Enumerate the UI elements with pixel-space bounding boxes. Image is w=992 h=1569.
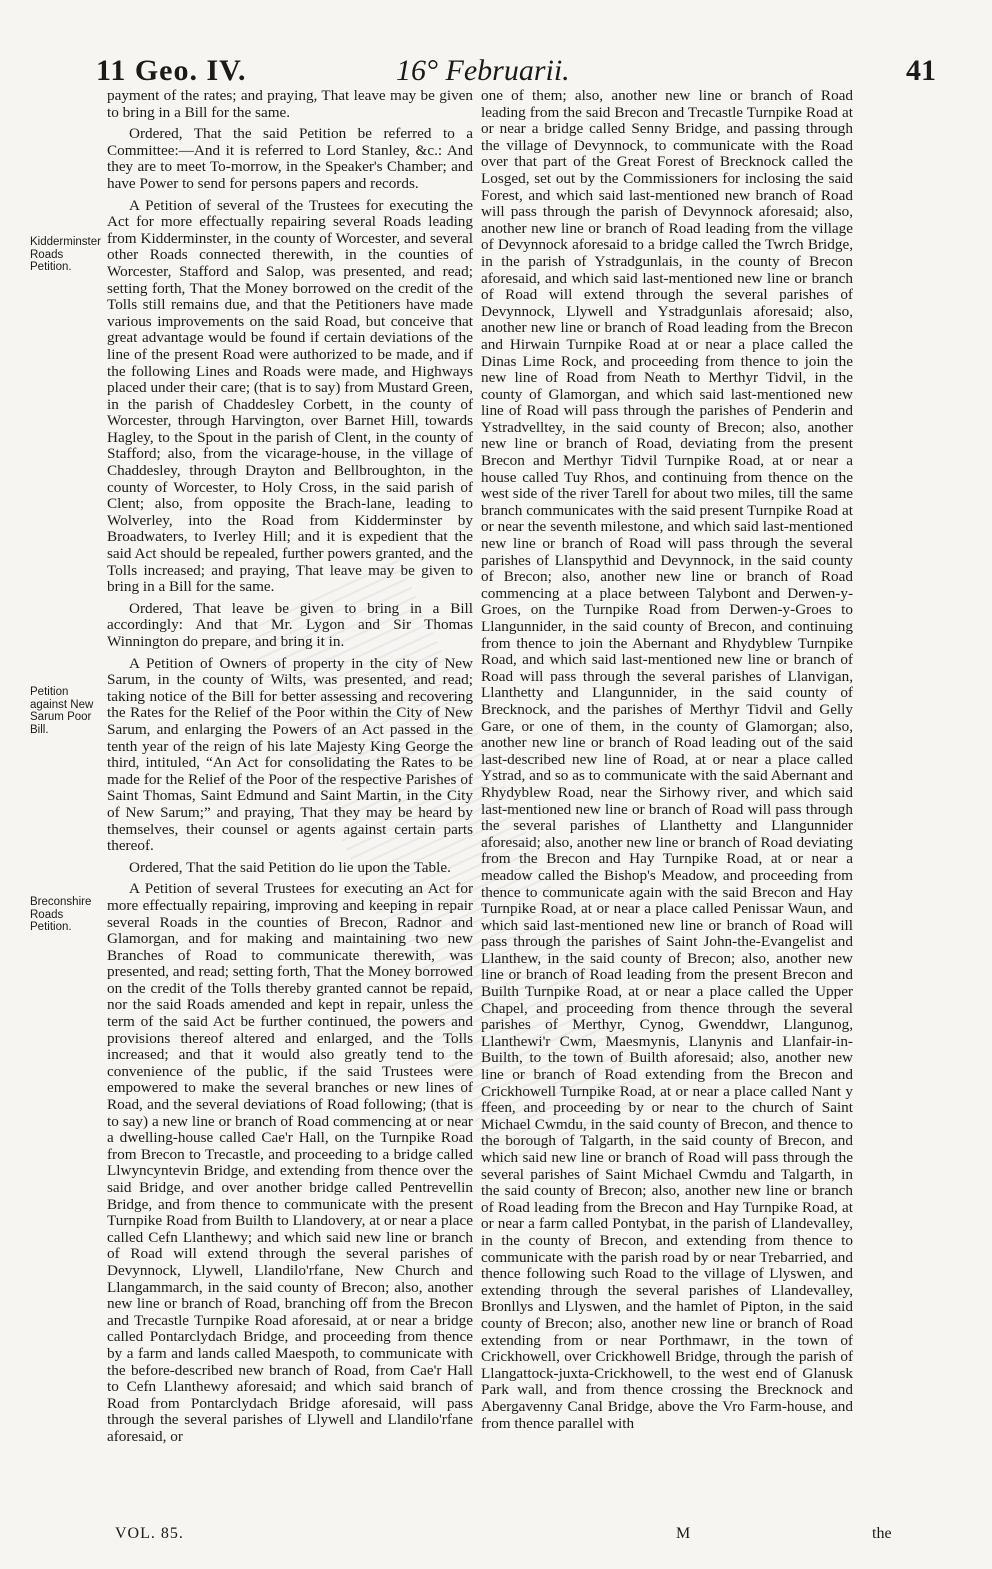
right-column <box>481 88 853 1437</box>
paragraph: one of them; also, another new line or branch of Road leading from the said Brecon and Trecastle Turnpike Road at or near a bridge called Senny Bridge, and passing through the village of Devynnock, to communicate with the Road over that part of the Great Forest of Brecknock called the Losged, set out by the Commissioners for inclosing the said Forest, and which said last-mentioned new branch of Road will pass through the parish of Devynnock aforesaid; also, another new line or branch of Road leading from the village of Devynnock aforesaid to a bridge called the Twrch Bridge, in the parish of Ystradgunlais, in the county of Brecon aforesaid, and which said last-mentioned new line or branch of Road will extend through the several parishes of Devynnock, Llywell and Ystradgunlais aforesaid; also, another new line or branch of Road leading from the Brecon and Hirwain Turnpike Road at or near a place called the Dinas Lime Rock, and proceeding from thence to join the new line of Road from Neath to Merthyr Tidvil, in the county of Glamorgan, and which said last-mentioned new line of Road will pass through the parishes of Penderin and Ystradvelltey, in the said county of Brecon; also, another new line or branch of Road, deviating from the present Brecon and Merthyr Tidvil Turnpike Road, at or near a house called Tuy Rhos, and continuing from thence on the west side of the river Tarell for about two miles, till the same branch communicates with the said present Turnpike Road at or near the seventh milestone, and which said last-mentioned new line or branch of Road will pass through the several parishes of Llanspythid and Devynnock, in the said county of Brecon; also, another new line or branch of Road commencing at a place between Talybont and Derwen-y-Groes, on the Turnpike Road from Derwen-y-Groes to Llangunnider, in the said county of Brecon, and continuing from thence to join the Abernant and Rhydyblew Turnpike Road, and which said last-mentioned new line or branch of Road will pass through the several parishes of Llanvigan, Llanthetty and Llangunnider, in the said county of Brecknock, and the parishes of Merthyr Tidvil and Gelly Gare, or one of them, in the county of Glamorgan; also, another new line or branch of Road leading out of the said last-described new line of Road, at or near a place called Ystrad, and so as to communicate with the said Abernant and Rhydyblew Road, near the Sirhowy river, and which said last-mentioned new line or branch of Road will pass through the several parishes of Llanthetty and Llangunnider aforesaid; also, another new line or branch of Road deviating from the Brecon and Hay Turnpike Road, at or near a meadow called the Bishop's Meadow, and proceeding from thence to communicate again with the said Brecon and Hay Turnpike Road, at or near a place called Penissar Waun, and which said last-mentioned new line or branch of Road will pass through the parishes of Saint John-the-Evangelist and Llanthew, in the said county of Brecon; also, another new line or branch of Road leading from the present Brecon and Builth Turnpike Road, at or near a place called the Upper Chapel, and proceeding from thence through the several parishes of Merthyr, Cynog, Gwenddwr, Llangunog, Llanthewi'r Cwm, Maesmynis, Llanynis and Llanfair-in-Builth, to the town of Builth aforesaid; also, another new line or branch of Road extending from the Brecon and Crickhowell Turnpike Road, at or near a place called Nant y ffeen, and proceeding by or near to the church of Saint Michael Cwmdu, in the said county of Brecon, and thence to the borough of Talgarth, in the said county of Brecon, and which said new line or branch of Road will pass through the several parishes of Saint Michael Cwmdu and Talgarth, in the said county of Brecon; also, another new line or branch of Road leading from the Brecon and Hay Turnpike Road, at or near a farm called Pontybat, in the parish of Llandevalley, in the county of Brecon, and extending from thence to communicate with the parish road by or near Trebarried, and thence following such Road to the village of Llyswen, and extending through the several parishes of Llandevalley, Bronllys and Llyswen, and the hamlet of Pipton, in the said county of Brecon; also, another new line or branch of Road extending from or near Porthmawr, in the town of Crickhowell, over Crickhowell Bridge, through the parish of Llangattock-juxta-Crickhowell, to the west end of Glanusk Park wall, and from thence crossing the Brecknock and Abergavenny Canal Bridge, above the Vro Farm-house, and from thence parallel with <box>481 87 853 1432</box>
volume-number: VOL. 85. <box>115 1525 184 1542</box>
signature-mark: M <box>676 1525 691 1542</box>
paragraph: Ordered, That leave be given to bring in a Bill accordingly: And that Mr. Lygon and Sir Thomas Winnington do prepare, and bring it in. <box>107 599 473 650</box>
catchword: the <box>872 1525 892 1542</box>
margin-note-breconshire: Breconshire Roads Petition. <box>30 896 92 933</box>
margin-note-new-sarum: Petition against New Sarum Poor Bill. <box>30 686 94 736</box>
paragraph: Ordered, That the said Petition do lie upon the Table. <box>129 858 451 876</box>
paragraph: A Petition of Owners of property in the city of New Sarum, in the county of Wilts, was presented, and read; taking notice of the Bill for better assessing and recovering the Rates for the Relief of the Poor within the City of New Sarum, and enlarging the Powers of an Act passed in the tenth year of the reign of his late Majesty King George the third, intituled, “An Act for consolidating the Rates to be made for the Relief of the Poor of the respective Parishes of Saint Thomas, Saint Edmund and Saint Martin, in the City of New Sarum;” and praying, That they may be heard by themselves, their counsel or agents against certain parts thereof. <box>107 654 473 855</box>
left-column <box>107 88 473 1451</box>
paragraph: A Petition of several of the Trustees for executing the Act for more effectually repairing several Roads leading from Kidderminster, in the county of Worcester, and several other Roads connected therewith, in the counties of Worcester, Stafford and Salop, was presented, and read; setting forth, That the Money borrowed on the credit of the Tolls still remains due, and that the Petitioners have made various improvements on the said Road, but conceive that great advantage would be found if certain deviations of the line of the present Road were authorized to be made, and if the following Lines and Roads were made, and Highways placed under their care; (that is to say) from Mustard Green, in the parish of Chaddesley Corbett, in the county of Worcester, through Harvington, over Barnet Hill, towards Hagley, to the Spout in the parish of Clent, in the county of Stafford; also, from the vicarage-house, in the village of Chaddesley, through Drayton and Bellbroughton, in the county of Worcester, to Holy Cross, in the said parish of Clent; also, from opposite the Brach-lane, leading to Wolverley, into the Road from Kidderminster by Broadwaters, to Iverley Hill; and it is expedient that the said Act should be repealed, further powers granted, and the Tolls increased; and praying, That leave may be given to bring in a Bill for the same. <box>107 196 473 596</box>
paragraph: Ordered, That the said Petition be referred to a Committee:—And it is referred to Lord Stanley, &c.: And they are to meet To-morrow, in the Speaker's Chamber; and have Power to send for persons papers and records. <box>107 125 473 192</box>
page-number: 41 <box>906 54 936 87</box>
paragraph: payment of the rates; and praying, That leave may be given to bring in a Bill for the same. <box>107 87 473 121</box>
regnal-year: 11 Geo. IV. <box>96 54 247 87</box>
page-date: 16° Februarii. <box>396 54 570 87</box>
margin-note-kidderminster: Kidderminster Roads Petition. <box>30 236 101 273</box>
paragraph: A Petition of several Trustees for executing an Act for more effectually repairing, improving and keeping in repair several Roads in the counties of Brecon, Radnor and Glamorgan, and for making and maintaining two new Branches of Road to communicate therewith, was presented, and read; setting forth, That the Money borrowed on the credit of the Tolls thereby granted cannot be repaid, nor the said Roads amended and kept in repair, unless the term of the said Act be further continued, the powers and provisions thereof altered and enlarged, and the Tolls increased; and that it would also greatly tend to the convenience of the public, if the said Trustees were empowered to make the several branches or new lines of Road, and the several deviations of Road following; (that is to say) a new line or branch of Road commencing at or near a dwelling-house called Cae'r Hall, on the Turnpike Road from Brecon to Trecastle, and proceeding to a bridge called Llwyncyntevin Bridge, and extending from thence over the said Bridge, and over another bridge called Pentrevellin Bridge, and from thence to communicate with the present Turnpike Road from Builth to Llandovery, at or near a place called Cefn Llanthewy; and which said new line or branch of Road will extend through the several parishes of Devynnock, Llywell, Llandilo'rfane, New Church and Llangammarch, in the said county of Brecon; also, another new line or branch of Road, branching off from the Brecon and Trecastle Turnpike Road aforesaid, at or near a bridge called Pontarclydach Bridge, and proceeding from thence by a farm and lands called Maespoth, to communicate with the before-described new branch of Road, from Cae'r Hall to Cefn Llanthewy aforesaid; and which said branch of Road from Pontarclydach Bridge aforesaid, will pass through the several parishes of Llywell and Llandilo'rfane aforesaid, or <box>107 880 473 1445</box>
